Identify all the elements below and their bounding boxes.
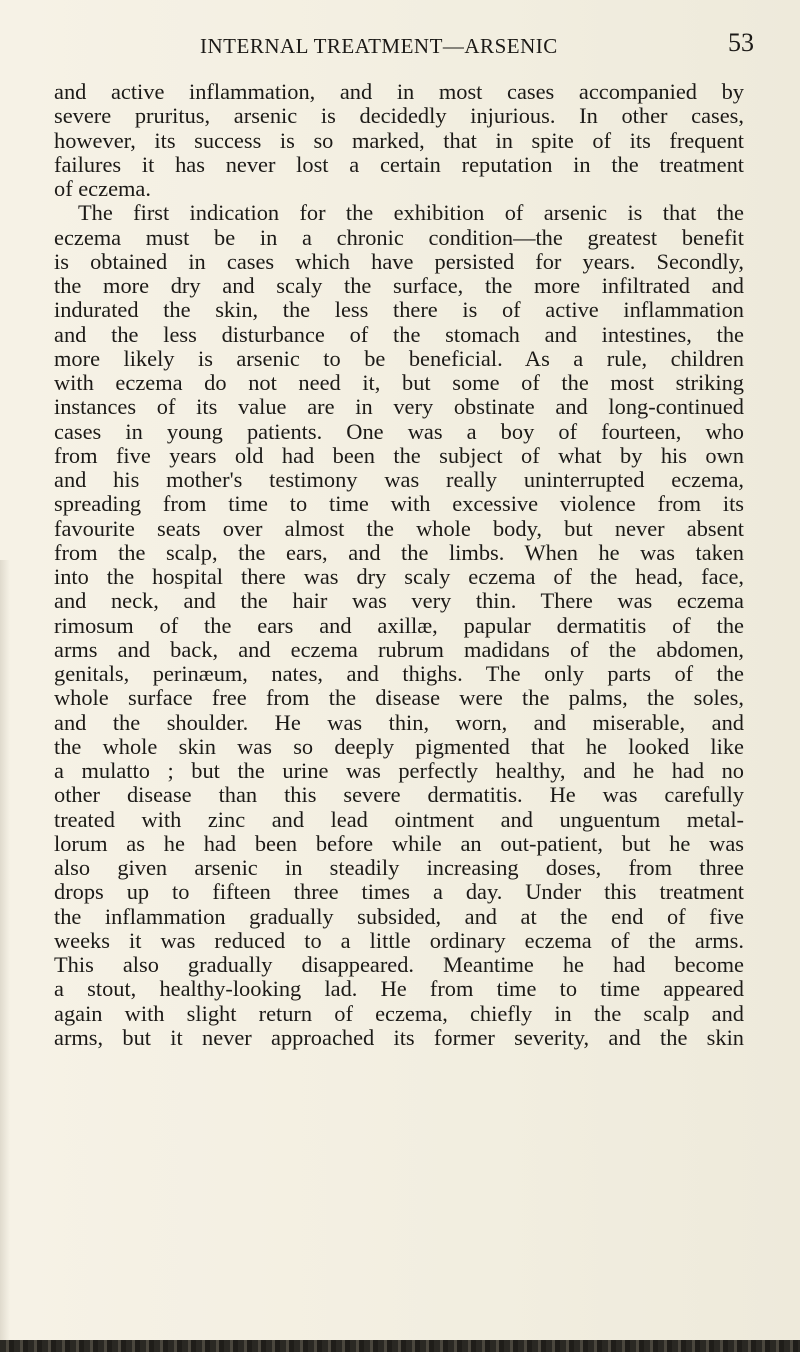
text-line: eczema must be in a chronic condition—the greatest benefit: [54, 224, 744, 250]
text-line: from the scalp, the ears, and the limbs. When he was taken: [54, 539, 744, 565]
text-line: however, its success is so marked, that in spite of its frequent: [54, 127, 744, 153]
running-head: INTERNAL TREATMENT—ARSENIC: [200, 34, 558, 58]
text-line: the whole skin was so deeply pigmented that he looked like: [54, 733, 744, 759]
text-line: arms and back, and eczema rubrum madidans of the abdomen,: [54, 636, 744, 662]
text-line: whole surface free from the disease were the palms, the soles,: [54, 685, 744, 711]
page-number: 53: [728, 28, 754, 57]
text-line: a stout, healthy-looking lad. He from time to time appeared: [54, 976, 744, 1002]
text-line: and the shoulder. He was thin, worn, and miserable, and: [54, 709, 744, 735]
text-line: again with slight return of eczema, chiefly in the scalp and: [54, 1000, 744, 1026]
text-line: severe pruritus, arsenic is decidedly injurious. In other cases,: [54, 103, 744, 129]
text-line: and neck, and the hair was very thin. There was eczema: [54, 588, 744, 614]
text-line: into the hospital there was dry scaly eczema of the head, face,: [54, 564, 744, 589]
text-line: indurated the skin, the less there is of active inflammation: [54, 297, 744, 323]
text-line: This also gradually disappeared. Meantime he had become: [54, 952, 744, 977]
text-line: with eczema do not need it, but some of the most striking: [54, 370, 744, 395]
text-line: arms, but it never approached its former severity, and the skin: [54, 1024, 744, 1050]
text-line: and his mother's testimony was really uninterrupted eczema,: [54, 467, 744, 492]
text-line: genitals, perinæum, nates, and thighs. The only parts of the: [54, 661, 744, 686]
text-line: and active inflammation, and in most cases accompanied by: [54, 79, 744, 104]
text-line: more likely is arsenic to be beneficial. As a rule, children: [54, 345, 744, 371]
text-line: also given arsenic in steadily increasing doses, from three: [54, 855, 744, 880]
text-line: cases in young patients. One was a boy of fourteen, who: [54, 418, 744, 444]
text-line: instances of its value are in very obstinate and long-continued: [54, 394, 744, 420]
text-line: a mulatto ; but the urine was perfectly healthy, and he had no: [54, 758, 744, 783]
text-line: drops up to fifteen three times a day. Under this treatment: [54, 879, 744, 905]
text-line: other disease than this severe dermatitis. He was carefully: [54, 782, 744, 808]
text-line: and the less disturbance of the stomach and intestines, the: [54, 321, 744, 347]
page-header: [0, 26, 800, 56]
body-text: [54, 80, 744, 1050]
text-line: rimosum of the ears and axillæ, papular dermatitis of the: [54, 612, 744, 638]
text-line: the inflammation gradually subsided, and at the end of five: [54, 903, 744, 929]
text-line: spreading from time to time with excessive violence from its: [54, 491, 744, 517]
page-edge-shadow: [0, 560, 10, 1340]
text-line: of eczema.: [54, 176, 151, 201]
text-line: is obtained in cases which have persisted for years. Secondly,: [54, 248, 744, 274]
text-line: weeks it was reduced to a little ordinary eczema of the arms.: [54, 927, 744, 953]
scan-edge-band: [0, 1340, 800, 1352]
text-line: treated with zinc and lead ointment and unguentum metal-: [54, 806, 744, 832]
text-line: failures it has never lost a certain reputation in the treatment: [54, 151, 744, 177]
text-line: from five years old had been the subject of what by his own: [54, 442, 744, 468]
text-line: favourite seats over almost the whole body, but never absent: [54, 515, 744, 541]
text-line: the more dry and scaly the surface, the more infiltrated and: [54, 273, 744, 298]
text-line: lorum as he had been before while an out-patient, but he was: [54, 830, 744, 856]
paragraph-start-line: The first indication for the exhibition of arsenic is that the: [78, 200, 744, 226]
